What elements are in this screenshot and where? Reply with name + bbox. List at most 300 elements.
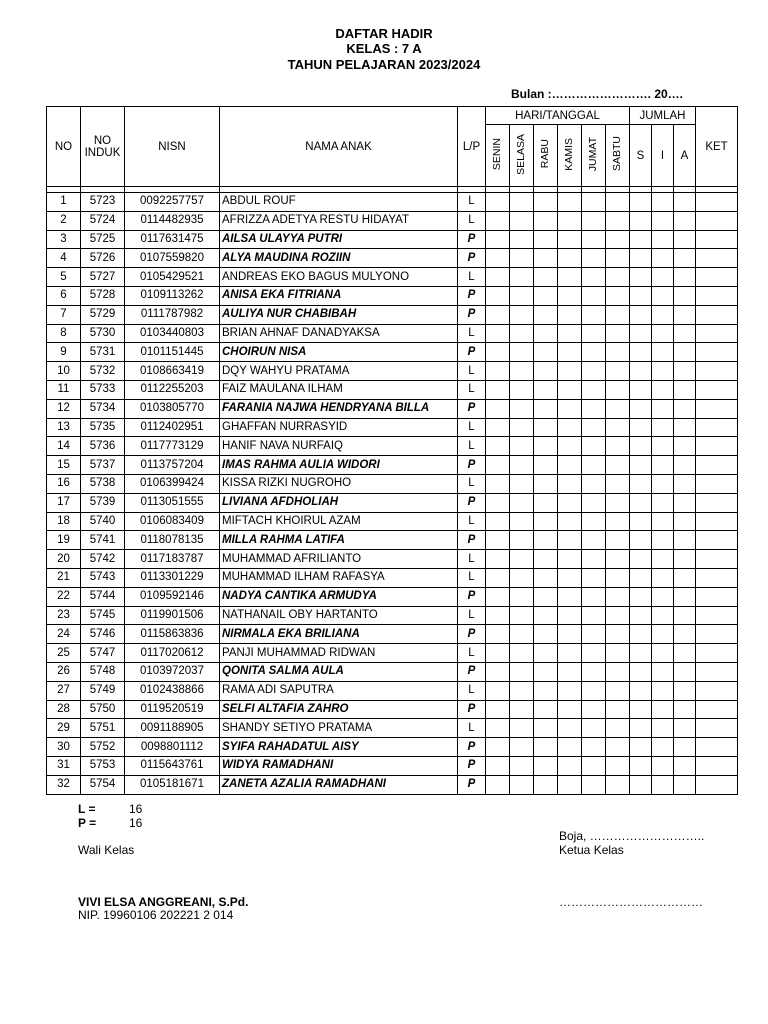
row-lp: P	[458, 399, 486, 418]
attendance-cell	[534, 493, 558, 512]
attendance-cell	[582, 193, 606, 212]
jumlah-cell	[674, 606, 696, 625]
attendance-cell	[606, 625, 630, 644]
jumlah-cell	[674, 343, 696, 362]
header-lp: L/P	[458, 107, 486, 187]
row-nisn: 0118078135	[125, 531, 220, 550]
jumlah-cell	[630, 644, 652, 663]
attendance-cell	[582, 606, 606, 625]
attendance-cell	[510, 437, 534, 456]
attendance-cell	[606, 324, 630, 343]
row-no-induk: 5747	[81, 644, 125, 663]
row-nisn: 0109113262	[125, 286, 220, 305]
table-row	[47, 550, 738, 569]
jumlah-cell	[630, 738, 652, 757]
table-row	[47, 305, 738, 324]
row-number: 5	[47, 268, 81, 287]
row-lp: P	[458, 305, 486, 324]
row-nisn: 0103972037	[125, 662, 220, 681]
attendance-cell	[510, 211, 534, 230]
jumlah-cell	[630, 474, 652, 493]
ket-cell	[696, 418, 738, 437]
attendance-cell	[558, 493, 582, 512]
attendance-cell	[582, 380, 606, 399]
row-nama: IMAS RAHMA AULIA WIDORI	[220, 456, 458, 475]
jumlah-cell	[630, 305, 652, 324]
header-hari-tanggal: HARI/TANGGAL	[486, 107, 630, 125]
row-number: 23	[47, 606, 81, 625]
table-row	[47, 775, 738, 794]
jumlah-cell	[674, 211, 696, 230]
attendance-cell	[558, 418, 582, 437]
attendance-cell	[486, 362, 510, 381]
jumlah-cell	[674, 268, 696, 287]
row-nisn: 0105429521	[125, 268, 220, 287]
jumlah-cell	[652, 493, 674, 512]
attendance-cell	[558, 756, 582, 775]
attendance-cell	[582, 662, 606, 681]
row-number: 24	[47, 625, 81, 644]
row-nama: NIRMALA EKA BRILIANA	[220, 625, 458, 644]
row-nisn: 0115643761	[125, 756, 220, 775]
row-nama: HANIF NAVA NURFAIQ	[220, 437, 458, 456]
attendance-cell	[582, 568, 606, 587]
ket-cell	[696, 305, 738, 324]
jumlah-cell	[652, 305, 674, 324]
jumlah-cell	[674, 286, 696, 305]
row-nama: ABDUL ROUF	[220, 193, 458, 212]
jumlah-cell	[630, 493, 652, 512]
attendance-cell	[558, 286, 582, 305]
attendance-cell	[534, 606, 558, 625]
attendance-cell	[534, 756, 558, 775]
row-lp: L	[458, 418, 486, 437]
jumlah-cell	[630, 550, 652, 569]
row-nisn: 0103440803	[125, 324, 220, 343]
ket-cell	[696, 286, 738, 305]
attendance-cell	[606, 286, 630, 305]
jumlah-cell	[674, 681, 696, 700]
attendance-cell	[606, 343, 630, 362]
jumlah-cell	[652, 550, 674, 569]
attendance-cell	[534, 681, 558, 700]
attendance-cell	[486, 456, 510, 475]
header-jumlah-s: S	[630, 125, 652, 187]
jumlah-cell	[652, 756, 674, 775]
attendance-cell	[510, 343, 534, 362]
attendance-cell	[558, 380, 582, 399]
attendance-cell	[558, 644, 582, 663]
attendance-cell	[510, 268, 534, 287]
row-nisn: 0113051555	[125, 493, 220, 512]
jumlah-cell	[674, 719, 696, 738]
jumlah-cell	[652, 644, 674, 663]
header-day-jumat: JUMAT	[587, 136, 599, 172]
row-nisn: 0115863836	[125, 625, 220, 644]
row-no-induk: 5752	[81, 738, 125, 757]
attendance-cell	[582, 587, 606, 606]
table-row	[47, 606, 738, 625]
row-nisn: 0107559820	[125, 249, 220, 268]
jumlah-cell	[674, 362, 696, 381]
attendance-cell	[510, 418, 534, 437]
attendance-cell	[486, 606, 510, 625]
attendance-cell	[534, 324, 558, 343]
row-nama: WIDYA RAMADHANI	[220, 756, 458, 775]
jumlah-cell	[630, 230, 652, 249]
row-lp: P	[458, 756, 486, 775]
ket-cell	[696, 362, 738, 381]
ket-cell	[696, 493, 738, 512]
header-no-induk: NO INDUK	[81, 107, 125, 187]
jumlah-cell	[652, 738, 674, 757]
jumlah-cell	[652, 324, 674, 343]
header-day-rabu: RABU	[539, 139, 551, 169]
ket-cell	[696, 681, 738, 700]
row-nama: KISSA RIZKI NUGROHO	[220, 474, 458, 493]
jumlah-cell	[674, 625, 696, 644]
row-number: 8	[47, 324, 81, 343]
attendance-cell	[606, 587, 630, 606]
jumlah-cell	[674, 437, 696, 456]
jumlah-cell	[652, 474, 674, 493]
row-nama: AULIYA NUR CHABIBAH	[220, 305, 458, 324]
attendance-cell	[486, 775, 510, 794]
attendance-table	[46, 106, 738, 795]
attendance-cell	[606, 399, 630, 418]
row-nisn: 0092257757	[125, 193, 220, 212]
row-lp: L	[458, 324, 486, 343]
attendance-cell	[606, 681, 630, 700]
row-number: 3	[47, 230, 81, 249]
row-number: 7	[47, 305, 81, 324]
header-day-sabtu: SABTU	[611, 136, 623, 172]
attendance-cell	[510, 587, 534, 606]
jumlah-cell	[674, 550, 696, 569]
attendance-cell	[510, 286, 534, 305]
jumlah-cell	[630, 587, 652, 606]
table-row	[47, 587, 738, 606]
table-row	[47, 662, 738, 681]
row-no-induk: 5740	[81, 512, 125, 531]
jumlah-cell	[652, 268, 674, 287]
attendance-cell	[486, 193, 510, 212]
attendance-cell	[582, 230, 606, 249]
row-lp: L	[458, 211, 486, 230]
row-number: 9	[47, 343, 81, 362]
row-lp: P	[458, 625, 486, 644]
row-nisn: 0117020612	[125, 644, 220, 663]
row-number: 19	[47, 531, 81, 550]
row-nama: FARANIA NAJWA HENDRYANA BILLA	[220, 399, 458, 418]
attendance-cell	[510, 644, 534, 663]
header-day-selasa: SELASA	[515, 133, 527, 175]
attendance-cell	[534, 380, 558, 399]
row-number: 16	[47, 474, 81, 493]
row-nisn: 0105181671	[125, 775, 220, 794]
attendance-cell	[510, 568, 534, 587]
attendance-cell	[558, 662, 582, 681]
attendance-cell	[606, 512, 630, 531]
jumlah-cell	[674, 380, 696, 399]
attendance-cell	[486, 644, 510, 663]
ket-cell	[696, 437, 738, 456]
ket-cell	[696, 380, 738, 399]
teacher-name: VIVI ELSA ANGGREANI, S.Pd.	[78, 895, 249, 909]
attendance-cell	[534, 738, 558, 757]
attendance-cell	[582, 249, 606, 268]
table-row	[47, 193, 738, 212]
attendance-cell	[582, 474, 606, 493]
row-lp: L	[458, 568, 486, 587]
attendance-cell	[510, 681, 534, 700]
attendance-cell	[486, 738, 510, 757]
row-no-induk: 5733	[81, 380, 125, 399]
attendance-cell	[486, 474, 510, 493]
row-number: 28	[47, 700, 81, 719]
jumlah-cell	[630, 380, 652, 399]
header-jumlah: JUMLAH	[630, 107, 696, 125]
jumlah-cell	[674, 775, 696, 794]
jumlah-cell	[630, 681, 652, 700]
jumlah-cell	[674, 193, 696, 212]
jumlah-cell	[652, 211, 674, 230]
attendance-cell	[534, 719, 558, 738]
male-count-label: L =	[78, 802, 96, 816]
attendance-cell	[582, 399, 606, 418]
attendance-cell	[534, 587, 558, 606]
attendance-cell	[582, 756, 606, 775]
ket-cell	[696, 738, 738, 757]
row-nisn: 0106399424	[125, 474, 220, 493]
jumlah-cell	[652, 681, 674, 700]
row-lp: P	[458, 775, 486, 794]
attendance-cell	[486, 662, 510, 681]
jumlah-cell	[652, 343, 674, 362]
row-nisn: 0114482935	[125, 211, 220, 230]
attendance-cell	[534, 568, 558, 587]
row-no-induk: 5735	[81, 418, 125, 437]
attendance-cell	[486, 418, 510, 437]
attendance-cell	[606, 775, 630, 794]
female-count-label: P =	[78, 816, 97, 830]
table-row	[47, 625, 738, 644]
row-no-induk: 5750	[81, 700, 125, 719]
month-field: Bulan :……………………. 20….	[511, 87, 684, 101]
attendance-cell	[558, 719, 582, 738]
header-nama-anak: NAMA ANAK	[220, 107, 458, 187]
ket-cell	[696, 249, 738, 268]
ket-cell	[696, 606, 738, 625]
attendance-cell	[510, 456, 534, 475]
jumlah-cell	[674, 399, 696, 418]
ket-cell	[696, 531, 738, 550]
attendance-cell	[582, 531, 606, 550]
row-nisn: 0113301229	[125, 568, 220, 587]
jumlah-cell	[630, 775, 652, 794]
row-nama: NADYA CANTIKA ARMUDYA	[220, 587, 458, 606]
jumlah-cell	[674, 512, 696, 531]
row-no-induk: 5730	[81, 324, 125, 343]
jumlah-cell	[674, 700, 696, 719]
header-day-kamis: KAMIS	[563, 137, 575, 171]
jumlah-cell	[674, 531, 696, 550]
row-nisn: 0091188905	[125, 719, 220, 738]
row-lp: P	[458, 343, 486, 362]
attendance-cell	[558, 249, 582, 268]
row-no-induk: 5734	[81, 399, 125, 418]
row-nama: CHOIRUN NISA	[220, 343, 458, 362]
row-nisn: 0119901506	[125, 606, 220, 625]
document-title: DAFTAR HADIR	[335, 26, 433, 41]
attendance-cell	[510, 738, 534, 757]
jumlah-cell	[652, 719, 674, 738]
row-nisn: 0103805770	[125, 399, 220, 418]
attendance-cell	[534, 456, 558, 475]
place-date: Boja, ………………………..	[559, 829, 705, 843]
ket-cell	[696, 644, 738, 663]
attendance-cell	[558, 343, 582, 362]
attendance-cell	[534, 550, 558, 569]
attendance-cell	[534, 512, 558, 531]
attendance-cell	[510, 474, 534, 493]
attendance-cell	[582, 305, 606, 324]
row-number: 32	[47, 775, 81, 794]
wali-kelas-label: Wali Kelas	[78, 843, 135, 857]
row-nama: MUHAMMAD ILHAM RAFASYA	[220, 568, 458, 587]
jumlah-cell	[630, 268, 652, 287]
row-no-induk: 5731	[81, 343, 125, 362]
row-no-induk: 5724	[81, 211, 125, 230]
attendance-cell	[558, 700, 582, 719]
attendance-cell	[558, 399, 582, 418]
row-no-induk: 5729	[81, 305, 125, 324]
attendance-cell	[534, 700, 558, 719]
row-number: 25	[47, 644, 81, 663]
table-row	[47, 437, 738, 456]
attendance-cell	[558, 324, 582, 343]
ket-cell	[696, 193, 738, 212]
ket-cell	[696, 568, 738, 587]
attendance-cell	[510, 399, 534, 418]
table-row	[47, 474, 738, 493]
row-nisn: 0108663419	[125, 362, 220, 381]
jumlah-cell	[652, 456, 674, 475]
attendance-cell	[558, 606, 582, 625]
row-no-induk: 5749	[81, 681, 125, 700]
attendance-cell	[534, 211, 558, 230]
row-number: 13	[47, 418, 81, 437]
ket-cell	[696, 550, 738, 569]
jumlah-cell	[674, 493, 696, 512]
row-number: 31	[47, 756, 81, 775]
row-nisn: 0119520519	[125, 700, 220, 719]
jumlah-cell	[652, 193, 674, 212]
row-nama: ALYA MAUDINA ROZIIN	[220, 249, 458, 268]
jumlah-cell	[674, 230, 696, 249]
attendance-cell	[558, 211, 582, 230]
attendance-cell	[558, 738, 582, 757]
attendance-cell	[486, 286, 510, 305]
ket-cell	[696, 474, 738, 493]
table-row	[47, 719, 738, 738]
row-nama: DQY WAHYU PRATAMA	[220, 362, 458, 381]
table-row	[47, 493, 738, 512]
jumlah-cell	[674, 756, 696, 775]
jumlah-cell	[630, 456, 652, 475]
attendance-cell	[486, 437, 510, 456]
ketua-kelas-label: Ketua Kelas	[559, 843, 624, 857]
table-row	[47, 399, 738, 418]
ket-cell	[696, 324, 738, 343]
jumlah-cell	[674, 644, 696, 663]
attendance-cell	[558, 531, 582, 550]
jumlah-cell	[652, 587, 674, 606]
jumlah-cell	[674, 324, 696, 343]
attendance-cell	[606, 606, 630, 625]
attendance-cell	[486, 380, 510, 399]
attendance-cell	[486, 756, 510, 775]
row-no-induk: 5744	[81, 587, 125, 606]
row-nisn: 0113757204	[125, 456, 220, 475]
row-no-induk: 5742	[81, 550, 125, 569]
row-no-induk: 5728	[81, 286, 125, 305]
attendance-cell	[486, 719, 510, 738]
attendance-cell	[486, 700, 510, 719]
attendance-cell	[582, 700, 606, 719]
row-lp: L	[458, 362, 486, 381]
attendance-cell	[582, 418, 606, 437]
attendance-cell	[582, 362, 606, 381]
table-row	[47, 249, 738, 268]
attendance-cell	[606, 644, 630, 663]
header-no: NO	[47, 107, 81, 187]
attendance-cell	[606, 719, 630, 738]
attendance-cell	[510, 324, 534, 343]
jumlah-cell	[630, 568, 652, 587]
jumlah-cell	[630, 286, 652, 305]
jumlah-cell	[630, 625, 652, 644]
attendance-cell	[558, 681, 582, 700]
jumlah-cell	[630, 606, 652, 625]
jumlah-cell	[630, 662, 652, 681]
attendance-cell	[534, 625, 558, 644]
attendance-cell	[534, 343, 558, 362]
table-row	[47, 286, 738, 305]
attendance-cell	[582, 493, 606, 512]
row-nama: LIVIANA AFDHOLIAH	[220, 493, 458, 512]
row-no-induk: 5741	[81, 531, 125, 550]
row-lp: L	[458, 380, 486, 399]
attendance-cell	[510, 512, 534, 531]
jumlah-cell	[630, 512, 652, 531]
jumlah-cell	[652, 418, 674, 437]
attendance-cell	[558, 305, 582, 324]
attendance-cell	[606, 756, 630, 775]
jumlah-cell	[674, 587, 696, 606]
row-no-induk: 5726	[81, 249, 125, 268]
jumlah-cell	[674, 568, 696, 587]
attendance-cell	[486, 324, 510, 343]
table-row	[47, 211, 738, 230]
attendance-cell	[486, 531, 510, 550]
jumlah-cell	[630, 437, 652, 456]
row-nama: ANISA EKA FITRIANA	[220, 286, 458, 305]
table-row	[47, 512, 738, 531]
jumlah-cell	[652, 380, 674, 399]
attendance-cell	[606, 700, 630, 719]
ket-cell	[696, 775, 738, 794]
